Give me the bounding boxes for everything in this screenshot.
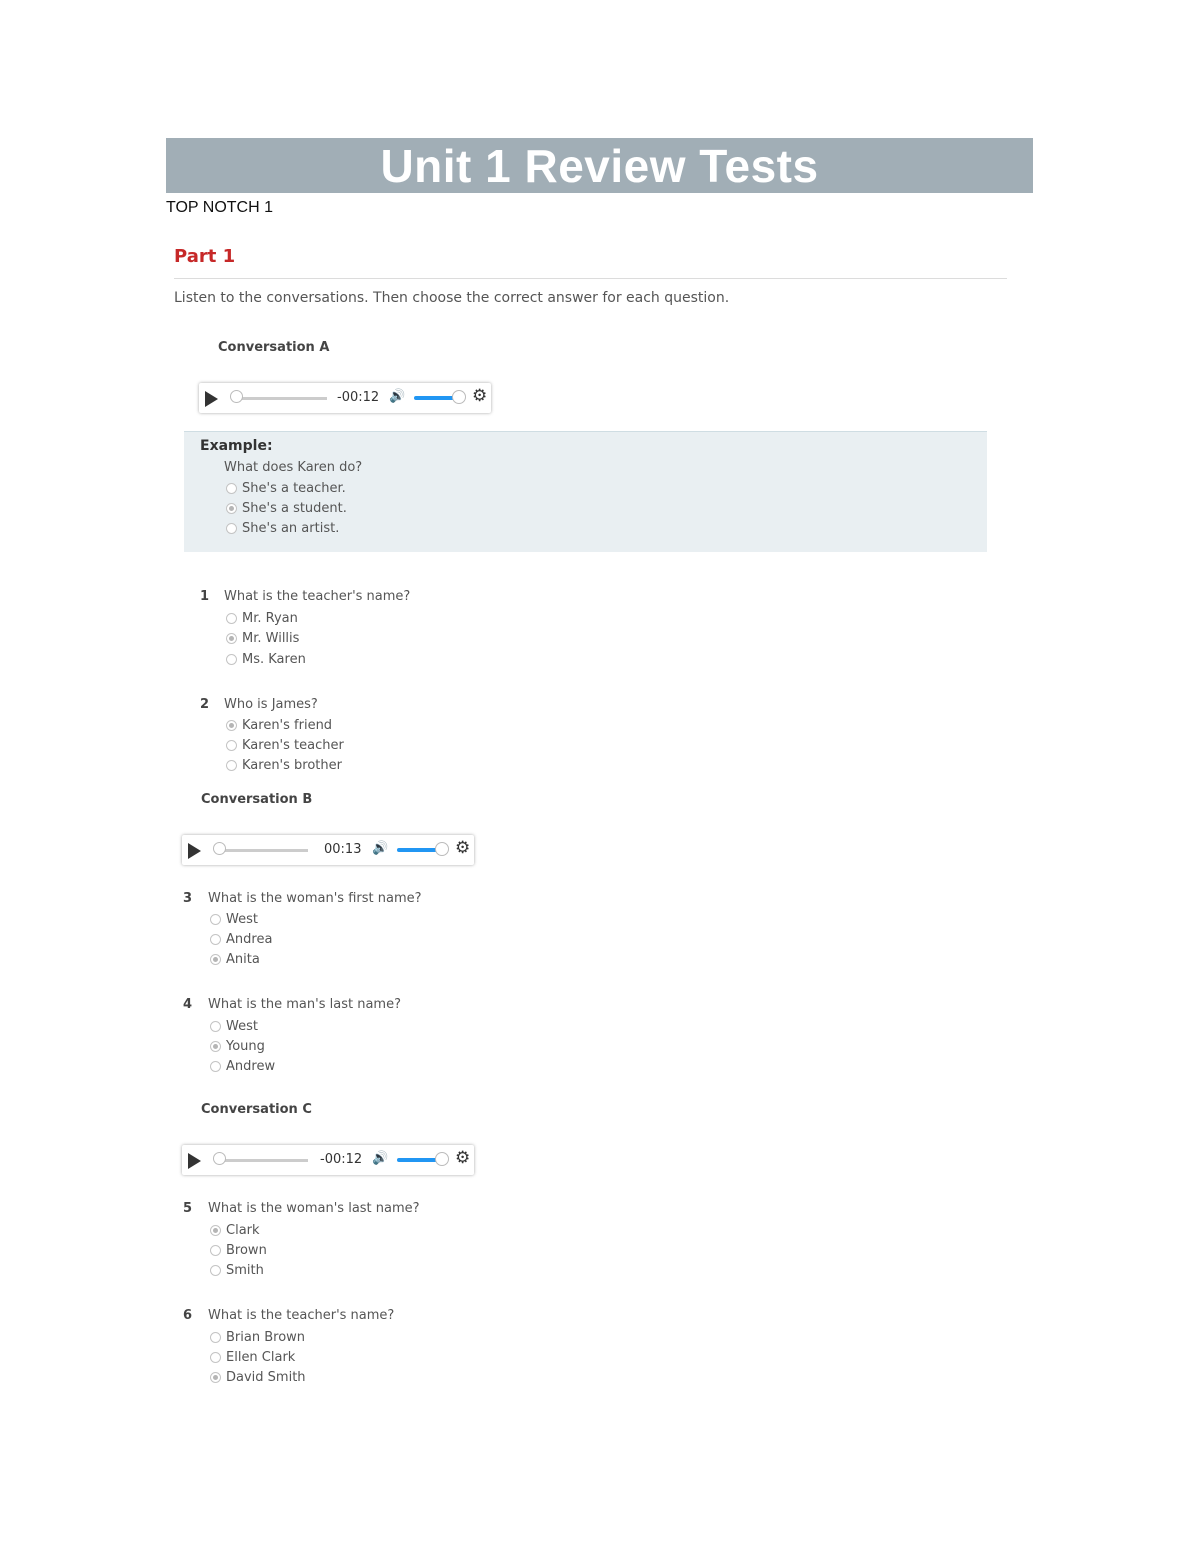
part-heading: Part 1 [174,246,236,267]
question-text: What is the teacher's name? [224,589,411,604]
radio-button[interactable] [226,654,237,665]
answer-option[interactable]: Karen's brother [226,758,342,773]
play-icon[interactable] [205,391,218,407]
seek-handle[interactable] [213,842,226,855]
answer-option[interactable]: Andrea [210,932,272,947]
question-number: 1 [200,589,210,604]
time-readout: -00:12 [320,1152,363,1167]
answer-option[interactable]: Young [210,1039,265,1054]
answer-option[interactable]: Clark [210,1223,260,1238]
question-number: 2 [200,697,210,712]
radio-button[interactable] [210,1225,221,1236]
gear-icon[interactable]: ⚙ [455,1148,471,1168]
time-readout: -00:12 [337,390,380,405]
seek-track[interactable] [218,1159,308,1162]
seek-handle[interactable] [230,390,243,403]
answer-option[interactable]: David Smith [210,1370,306,1385]
page-subtitle: TOP NOTCH 1 [166,199,273,216]
radio-button[interactable] [226,503,237,514]
seek-handle[interactable] [213,1152,226,1165]
question-number: 4 [183,997,193,1012]
radio-button[interactable] [210,1021,221,1032]
seek-track[interactable] [218,849,308,852]
audio-player-c [182,1145,474,1175]
time-readout: 00:13 [324,842,362,857]
volume-handle[interactable] [435,1152,449,1166]
instructions: Listen to the conversations. Then choose the correct answer for each question. [174,290,730,306]
answer-option[interactable]: Ellen Clark [210,1350,295,1365]
volume-icon[interactable]: 🔊 [372,1151,389,1166]
answer-option[interactable]: Mr. Willis [226,631,299,646]
conversation-a-label: Conversation A [218,340,330,355]
radio-button[interactable] [210,1061,221,1072]
radio-button[interactable] [210,954,221,965]
radio-button[interactable] [210,1332,221,1343]
question-text: What is the woman's last name? [208,1201,420,1216]
audio-player-b [182,835,474,865]
radio-button[interactable] [226,720,237,731]
answer-option[interactable]: Anita [210,952,260,967]
radio-button[interactable] [210,1041,221,1052]
volume-handle[interactable] [452,390,466,404]
radio-button[interactable] [210,934,221,945]
volume-icon[interactable]: 🔊 [372,841,389,856]
radio-button[interactable] [210,1372,221,1383]
radio-button[interactable] [210,1352,221,1363]
volume-handle[interactable] [435,842,449,856]
answer-option[interactable]: West [210,912,258,927]
gear-icon[interactable]: ⚙ [455,838,471,858]
answer-option[interactable]: Ms. Karen [226,652,306,667]
part-divider [174,278,1007,279]
example-label: Example: [200,438,273,454]
gear-icon[interactable]: ⚙ [472,386,488,406]
question-text: Who is James? [224,697,318,712]
radio-button[interactable] [226,760,237,771]
question-number: 5 [183,1201,193,1216]
seek-track[interactable] [235,397,327,400]
example-option[interactable]: She's a teacher. [226,481,346,496]
radio-button[interactable] [226,633,237,644]
audio-player-a [199,383,491,413]
title-bar [166,138,1033,193]
conversation-b-label: Conversation B [201,792,313,807]
answer-option[interactable]: Brown [210,1243,267,1258]
question-number: 3 [183,891,193,906]
radio-button[interactable] [226,483,237,494]
answer-option[interactable]: West [210,1019,258,1034]
radio-button[interactable] [210,1245,221,1256]
radio-button[interactable] [210,1265,221,1276]
radio-button[interactable] [226,523,237,534]
example-option[interactable]: She's a student. [226,501,347,516]
question-text: What is the woman's first name? [208,891,422,906]
page-title: Unit 1 Review Tests [380,139,819,192]
conversation-c-label: Conversation C [201,1102,312,1117]
question-text: What is the teacher's name? [208,1308,395,1323]
radio-button[interactable] [226,613,237,624]
play-icon[interactable] [188,843,201,859]
example-option[interactable]: She's an artist. [226,521,339,536]
answer-option[interactable]: Karen's teacher [226,738,344,753]
radio-button[interactable] [210,914,221,925]
answer-option[interactable]: Smith [210,1263,264,1278]
radio-button[interactable] [226,740,237,751]
answer-option[interactable]: Andrew [210,1059,275,1074]
answer-option[interactable]: Mr. Ryan [226,611,298,626]
answer-option[interactable]: Brian Brown [210,1330,305,1345]
volume-icon[interactable]: 🔊 [389,389,406,404]
question-number: 6 [183,1308,193,1323]
example-question: What does Karen do? [224,460,363,475]
question-text: What is the man's last name? [208,997,401,1012]
play-icon[interactable] [188,1153,201,1169]
answer-option[interactable]: Karen's friend [226,718,332,733]
